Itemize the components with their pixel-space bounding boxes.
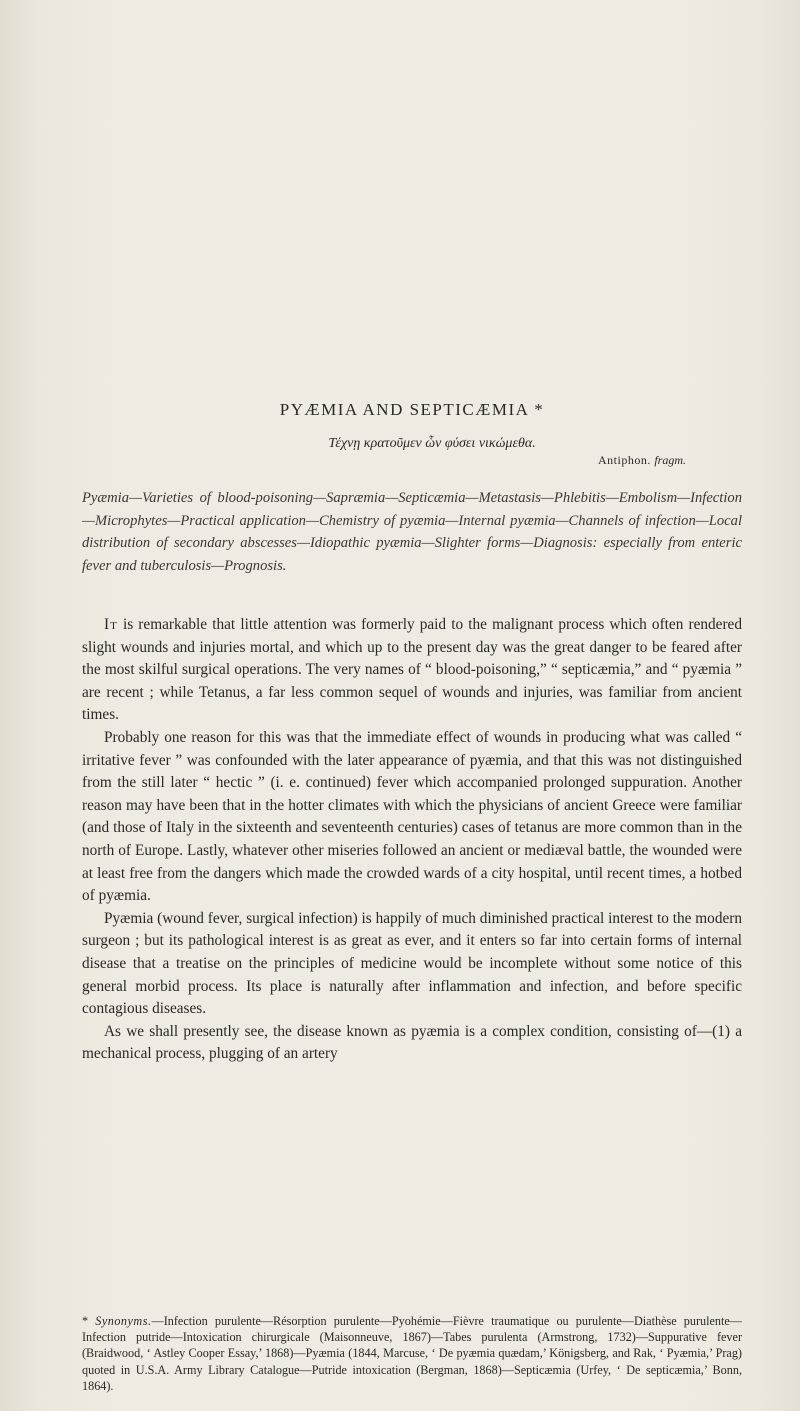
epigraph-quote: Τέχνῃ κρατοῦμεν ὧν φύσει νικώμεθα. (328, 436, 536, 451)
body-paragraph (82, 727, 742, 908)
footnote-marker: * (82, 1314, 96, 1328)
footnote-label: Synonyms. (95, 1314, 152, 1328)
chapter-title: PYÆMIA AND SEPTICÆMIA * (279, 400, 545, 419)
chapter-body (82, 614, 742, 1066)
paragraph-text: As we shall presently see, the disease known as pyæmia is a complex condition, consisting of—(1) a mechanical process, plugging of an artery (82, 1022, 742, 1063)
epigraph-fragment: fragm. (654, 453, 686, 467)
paragraph-text: is remarkable that little attention was formerly paid to the malignant process which often rendered slight wounds and injuries mortal, and which up to the present day was the great danger to be feared after the most skilful surgical operations. The very names of “ blood-poisoning,” “ septicæmia,” and “ pyæmia ” are recent ; while Tetanus, a far less common sequel of wounds and injuries, was familiar from ancient times. (82, 616, 742, 724)
paragraph-text: Probably one reason for this was that the immediate effect of wounds in producing what was called “ irritative fever ” was confounded with the later appearance of pyæmia, and that this was not distinguished from the still later “ hectic ” (i. e. continued) fever which accompanied prolonged suppuration. Another reason may have been that in the hotter climates with which the physicians of ancient Greece were familiar (and those of Italy in the sixteenth and seventeenth centuries) cases of tetanus are more common than in the north of Europe. Lastly, whatever other miseries followed an ancient or mediæval battle, the wounded were at least free from the dangers which made the crowded wards of a city hospital, until recent times, a hotbed of pyæmia. (82, 728, 742, 905)
epigraph (82, 436, 742, 468)
paragraph-text: Pyæmia (wound fever, surgical infection) is happily of much diminished practical interest to the modern surgeon ; but its pathological interest is as great as ever, and it enters so far into certain forms of internal disease that a treatise on the principles of medicine would be incomplete without some notice of this general morbid process. Its place is naturally after inflammation and infection, and before specific contagious diseases. (82, 909, 742, 1018)
body-paragraph (82, 908, 742, 1021)
epigraph-source (82, 453, 742, 468)
footnote-text: —Infection purulente—Résorption purulente—Pyohémie—Fièvre traumatique ou purulente—Diathèse purulente—Infection putride—Intoxication chirurgicale (Maisonneuve, 1867)—Tabes purulenta (Armstrong, 1732)—Suppurative fever (Braidwood, ‘ Astley Cooper Essay,’ 1868)—Pyæmia (1844, Marcuse, ‘ De pyæmia quædam,’ Königsberg, and Rak, ‘ Pyæmia,’ Prag) quoted in U.S.A. Army Library Catalogue—Putride intoxication (Bergman, 1868)—Septicæmia (Urfey, ‘ De septicæmia,’ Bonn, 1864). (82, 1314, 742, 1393)
body-paragraph (82, 614, 742, 727)
body-paragraph (82, 1021, 742, 1066)
chapter-summary: Pyæmia—Varieties of blood-poisoning—Sapræmia—Septicæmia—Metastasis—Phlebitis—Embolism—Infection—Microphytes—Practical application—Chemistry of pyæmia—Internal pyæmia—Channels of infection—Local distribution of secondary abscesses—Idiopathic pyæmia—Slighter forms—Diagnosis: especially from enteric fever and tuberculosis—Prognosis. (82, 490, 742, 574)
footnote (82, 1313, 742, 1394)
paragraph-lead: It (104, 616, 118, 633)
epigraph-author: Antiphon. (597, 453, 651, 467)
